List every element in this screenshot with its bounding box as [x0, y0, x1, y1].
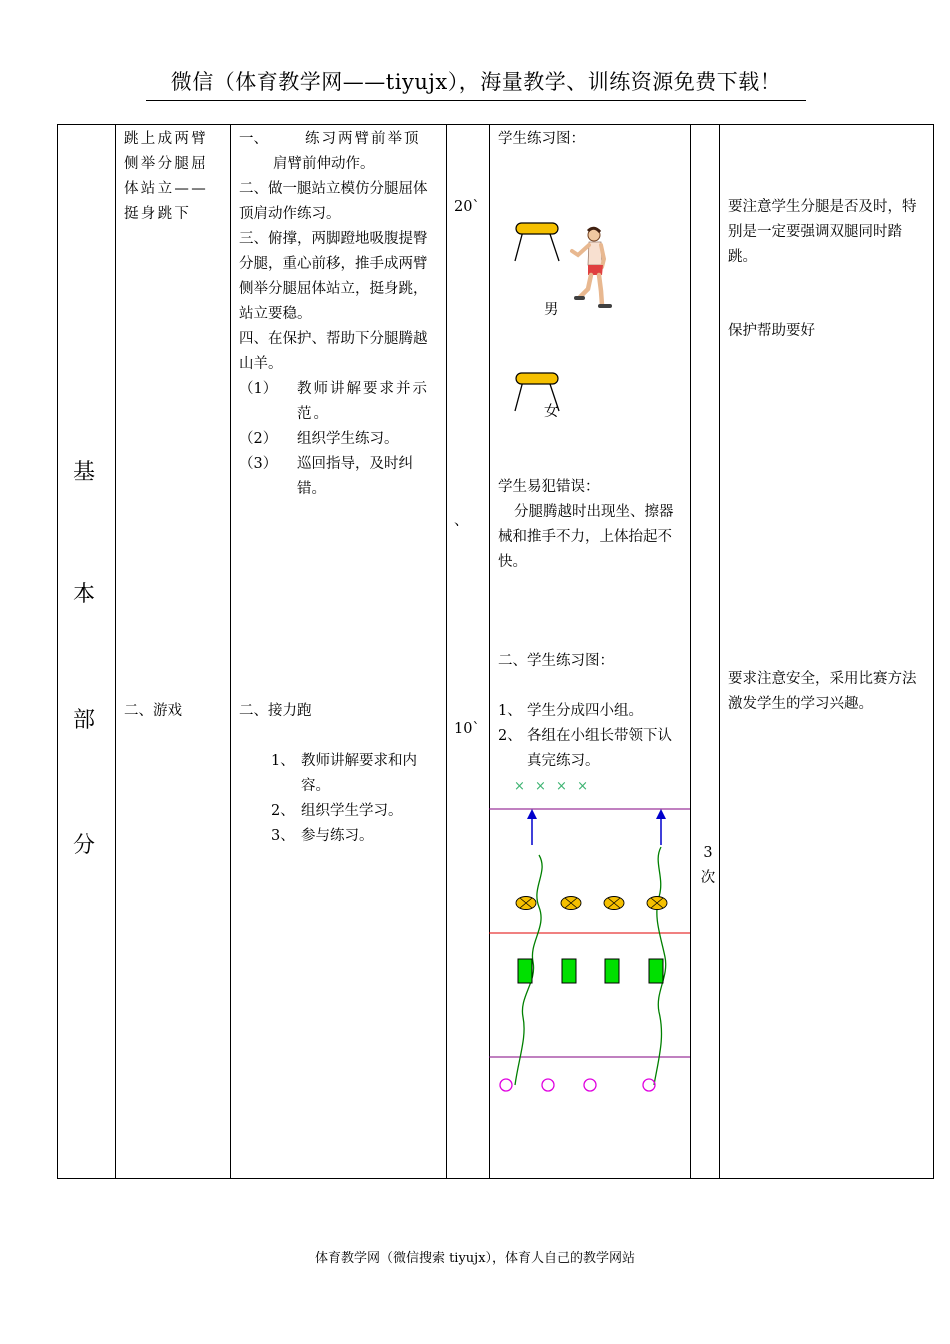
fig1-title: 学生练习图： [498, 131, 585, 147]
method-line: 肩臂前伸动作。 [273, 156, 375, 172]
time-value: 10` [454, 721, 480, 737]
relay-diagram [489, 797, 690, 1097]
section-char: 部 [73, 708, 96, 733]
content-item: 跳上成两臂侧举分腿屈体站立——挺身跳下 [124, 131, 208, 222]
method-title: 二、接力跑 [239, 703, 312, 719]
section-char: 分 [73, 833, 96, 858]
col-divider [719, 125, 720, 1178]
errors-block [498, 475, 684, 575]
note: 要求注意安全，采用比赛方法激发学生的学习兴趣。 [728, 671, 917, 712]
org-step: 1、 学生分成四小组。 [498, 703, 643, 719]
count-unit: 次 [700, 870, 716, 886]
col-divider [690, 125, 691, 1178]
student-circle-icons [500, 1079, 655, 1091]
method-subitem: （3） 巡回指导，及时纠错。 [239, 456, 413, 497]
method-block-2 [239, 699, 439, 849]
method-block-1 [239, 127, 439, 502]
x-marks: × × × × [514, 779, 591, 794]
count-value: 3 [703, 845, 713, 861]
method-subitem: 3、 参与练习。 [271, 828, 374, 844]
time-value: 20` [454, 199, 480, 215]
lesson-table [57, 124, 934, 1179]
method-line: 二、做一腿站立模仿分腿屈体顶肩动作练习。 [239, 181, 428, 222]
col-divider [446, 125, 447, 1178]
method-line: 一、 练习两臂前举顶 [239, 131, 421, 147]
page-footer: 体育教学网（微信搜索 tiyujx），体育人自己的教学网站 [314, 1251, 636, 1266]
errors-title: 学生易犯错误： [498, 479, 600, 495]
runner-figure-icon [568, 225, 616, 315]
label-female: 女 [544, 404, 559, 420]
fig2-title: 二、学生练习图： [498, 653, 614, 669]
method-line: 三、俯撑，两脚蹬地吸腹提臀分腿，重心前移，推手成两臂侧举分腿屈体站立，挺身跳，站立要稳。 [239, 231, 428, 322]
vaulting-horse-icon [513, 371, 573, 415]
fig2-block [498, 649, 684, 774]
errors-text: 分腿腾越时出现坐、擦器械和推手不力，上体抬起不快。 [498, 504, 674, 570]
method-subitem: 2、 组织学生学习。 [271, 803, 403, 819]
label-male: 男 [544, 302, 559, 318]
method-subitem: 1、 教师讲解要求和内容。 [271, 753, 417, 794]
vaulting-horse-icon [513, 221, 573, 265]
content-item: 二、游戏 [124, 703, 182, 719]
block-icons [518, 959, 663, 983]
org-step: 2、 各组在小组长带领下认真完练习。 [498, 728, 672, 769]
method-line: 四、在保护、帮助下分腿腾越山羊。 [239, 331, 428, 372]
page-header: 微信（体育教学网——tiyujx），海量教学、训练资源免费下载！ [146, 66, 806, 101]
section-char: 基 [73, 460, 96, 485]
col-divider [115, 125, 116, 1178]
section-char: 本 [73, 582, 96, 607]
note: 保护帮助要好 [728, 323, 815, 339]
method-subitem: （2） 组织学生练习。 [239, 431, 399, 447]
time-mark: 、 [454, 513, 469, 529]
count-block [698, 841, 718, 891]
note: 要注意学生分腿是否及时，特别是一定要强调双腿同时踏跳。 [728, 199, 917, 265]
col-divider [230, 125, 231, 1178]
method-subitem: （1） 教师讲解要求并示范。 [239, 381, 429, 422]
